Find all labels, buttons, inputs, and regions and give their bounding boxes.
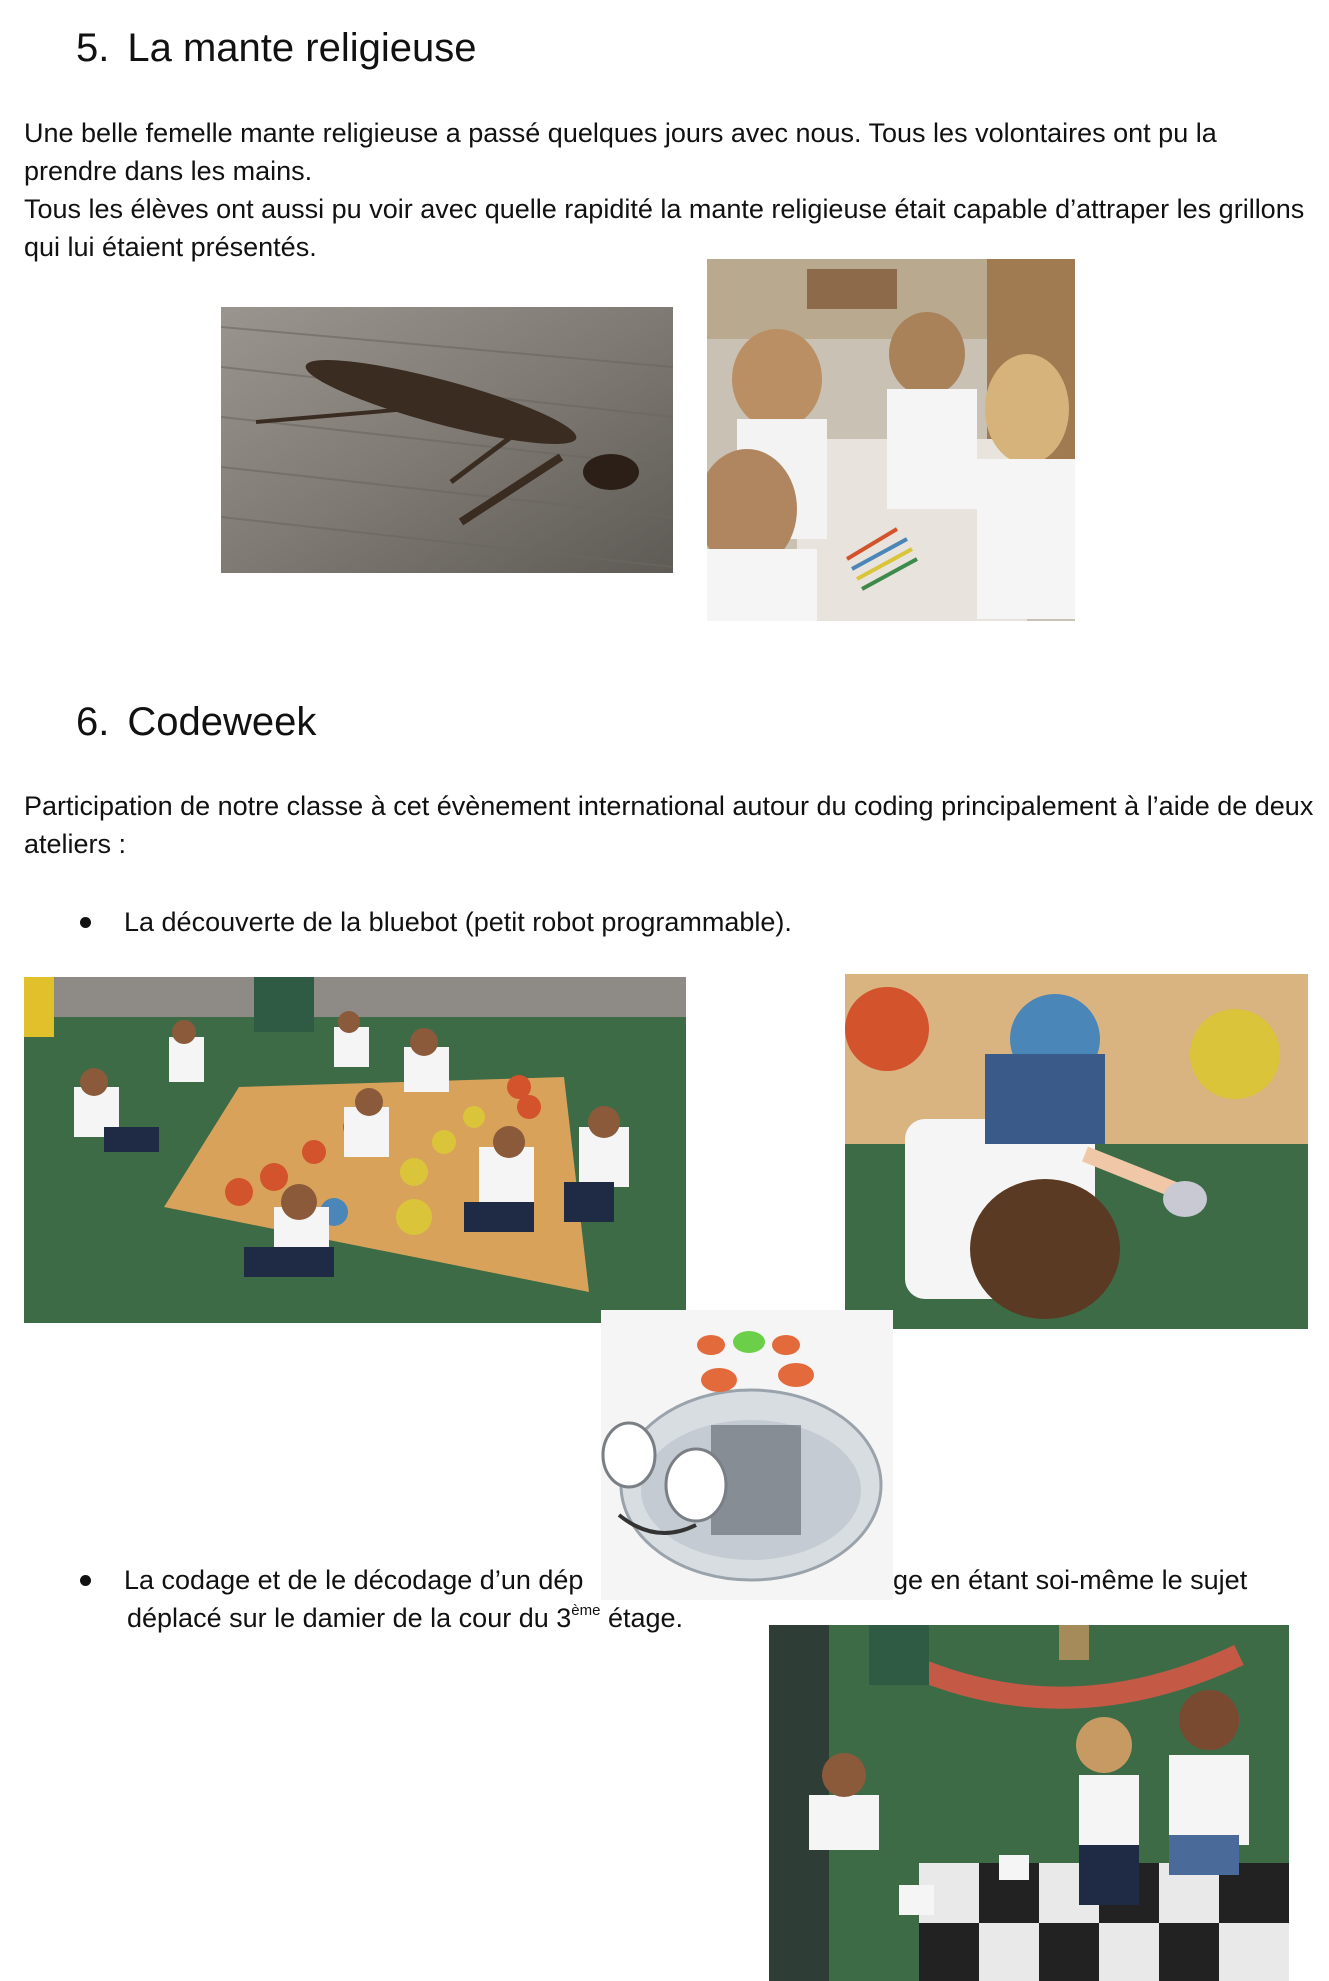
bullet-coding bbox=[24, 1561, 1324, 1599]
bullet-dot bbox=[24, 903, 124, 941]
section-6-heading bbox=[76, 702, 316, 742]
section-5-paragraph-2: Tous les élèves ont aussi pu voir avec quelle rapidité la mante religieuse était capable d’attraper les grillons qui lui étaient présentés. bbox=[24, 194, 1305, 262]
bullet-coding-line2-before: déplacé sur le damier de la cour du 3 bbox=[127, 1603, 572, 1633]
section-6-number: 6. bbox=[76, 700, 110, 744]
bullet-coding-line1-start: La codage et de le décodage d’un dép bbox=[124, 1565, 584, 1595]
mantis-photo bbox=[221, 307, 673, 573]
children-holding-mantis-photo bbox=[707, 259, 1075, 621]
section-5-number: 5. bbox=[76, 26, 110, 70]
ordinal-superscript: ème bbox=[571, 1602, 601, 1619]
section-5-title: La mante religieuse bbox=[127, 26, 477, 70]
bullet-coding-line2 bbox=[127, 1599, 827, 1637]
children-playing-bluebot-mat-photo bbox=[24, 977, 686, 1323]
section-5-heading bbox=[76, 28, 476, 68]
section-6-intro bbox=[24, 787, 1319, 863]
bluebot-robot-photo bbox=[601, 1310, 893, 1600]
section-6-intro-text: Participation de notre classe à cet évènement international autour du coding principalement à l’aide de deux ateliers : bbox=[24, 791, 1314, 859]
bullet-coding-line1-end: ge en étant soi-même le sujet bbox=[893, 1565, 1248, 1595]
children-on-checkerboard-photo bbox=[769, 1625, 1289, 1981]
section-5-paragraph-1: Une belle femelle mante religieuse a passé quelques jours avec nous. Tous les volontaires ont pu la prendre dans les mains. bbox=[24, 118, 1217, 186]
section-6-title: Codeweek bbox=[127, 700, 317, 744]
section-5-text bbox=[24, 114, 1314, 266]
bullet-dot bbox=[24, 1561, 124, 1599]
bullet-bluebot bbox=[24, 903, 1224, 941]
bullet-bluebot-text: La découverte de la bluebot (petit robot programmable). bbox=[124, 907, 792, 937]
bullet-coding-line2-after: étage. bbox=[600, 1603, 684, 1633]
child-with-bluebot-photo bbox=[845, 974, 1308, 1329]
